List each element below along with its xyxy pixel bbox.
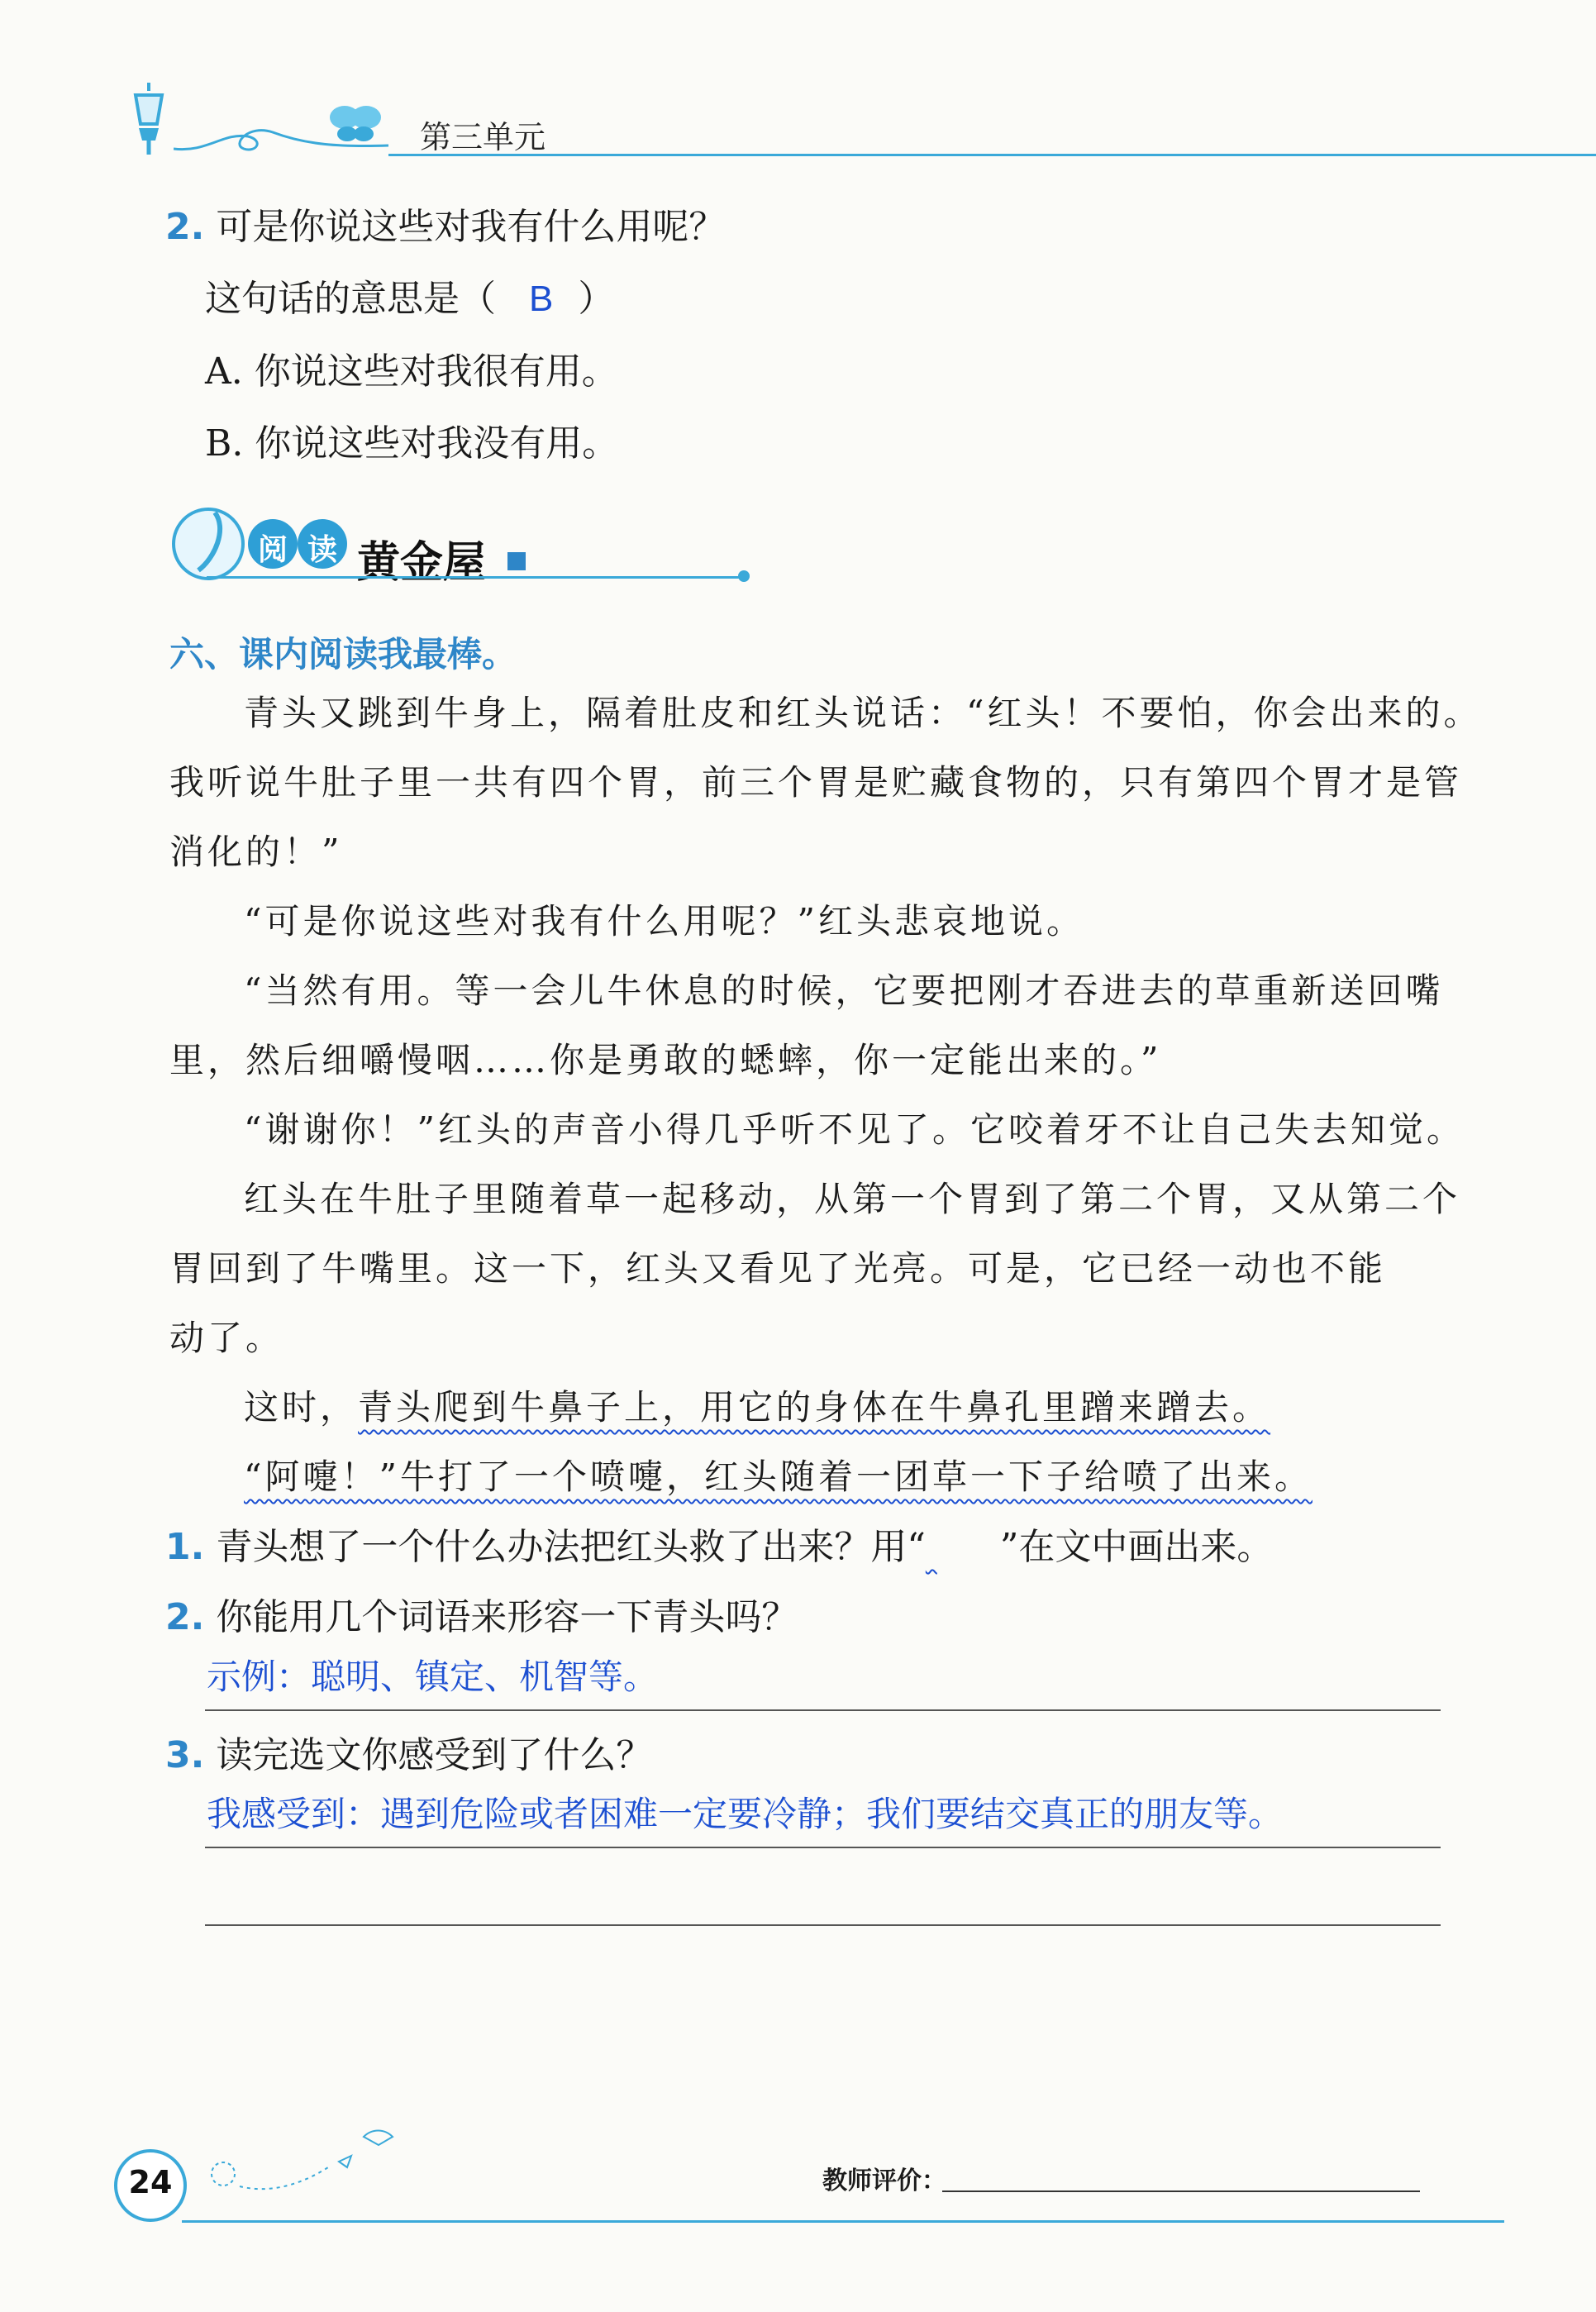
- passage-p6-plain: 这时，: [244, 1387, 359, 1428]
- footer-dotted-decoration-icon: [190, 2116, 405, 2207]
- passage-p5-line3: 动了。: [169, 1318, 284, 1358]
- footer-divider: [182, 2220, 1504, 2223]
- badge-char-2: 读: [307, 533, 337, 567]
- q2-prev-answer: B: [529, 279, 554, 319]
- passage-p3-line1: “当然有用。等一会儿牛休息的时候，它要把刚才吞进去的草重新送回嘴: [244, 970, 1444, 1011]
- passage-p1-line3: 消化的！”: [169, 832, 343, 872]
- wavy-line-sample: [926, 1529, 1000, 1566]
- page-number: 24: [128, 2164, 173, 2200]
- q2-prev-text: 可是你说这些对我有什么用呢？: [216, 206, 726, 248]
- q2-prev-prompt: [205, 278, 615, 320]
- lamp-icon: [124, 79, 174, 157]
- question-2-text: 你能用几个词语来形容一下青头吗？: [216, 1596, 798, 1638]
- passage-p1-line2: 我听说牛肚子里一共有四个胃，前三个胃是贮藏食物的，只有第四个胃才是管: [169, 762, 1463, 803]
- passage-p6-underlined: 青头爬到牛鼻子上，用它的身体在牛鼻孔里蹭来蹭去。: [358, 1387, 1271, 1428]
- question-1-text-after: ”在文中画出来。: [999, 1526, 1274, 1568]
- question-1: [165, 1526, 1274, 1568]
- q2-prev: [165, 206, 726, 248]
- passage-p1-line1: 青头又跳到牛身上，隔着肚皮和红头说话：“红头！不要怕，你会出来的。: [244, 693, 1482, 733]
- question-2-answer-line: [205, 1709, 1441, 1711]
- question-1-text-before: 青头想了一个什么办法把红头救了出来？用“: [216, 1526, 926, 1568]
- passage-p6: [244, 1387, 1271, 1428]
- question-1-number: 1.: [165, 1526, 205, 1568]
- section-title-square-icon: [507, 552, 526, 570]
- option-b: B. 你说这些对我没有用。: [205, 422, 619, 465]
- header-divider: [388, 154, 1596, 156]
- section-title: 黄金屋: [357, 537, 487, 588]
- question-3: [165, 1734, 653, 1776]
- question-3-number: 3.: [165, 1734, 205, 1776]
- section-line-dot: [738, 570, 750, 582]
- prompt-after: ）: [578, 278, 615, 320]
- option-a: A. 你说这些对我很有用。: [205, 350, 618, 393]
- passage-p4: “谢谢你！”红头的声音小得几乎听不见了。它咬着牙不让自己失去知觉。: [244, 1109, 1465, 1150]
- question-3-answer-line-2: [205, 1924, 1441, 1926]
- butterfly-icon: [326, 99, 384, 149]
- passage-p5-line2: 胃回到了牛嘴里。这一下，红头又看见了光亮。可是，它已经一动也不能: [169, 1248, 1387, 1289]
- question-3-answer-line-1: [205, 1847, 1441, 1848]
- question-2: [165, 1596, 798, 1638]
- q2-prev-number: 2.: [165, 206, 205, 248]
- teacher-evaluation-line: [942, 2190, 1420, 2192]
- badge-char-1: 阅: [257, 533, 288, 567]
- question-2-number: 2.: [165, 1596, 205, 1638]
- prompt-before: 这句话的意思是（: [205, 278, 496, 320]
- question-3-text: 读完选文你感受到了什么？: [216, 1734, 653, 1776]
- passage-p5-line1: 红头在牛肚子里随着草一起移动，从第一个胃到了第二个胃，又从第二个: [244, 1179, 1461, 1219]
- question-2-answer: 示例：聪明、镇定、机智等。: [207, 1657, 659, 1697]
- teacher-evaluation-label: 教师评价：: [822, 2167, 946, 2195]
- passage-p7-underlined: “阿嚏！”牛打了一个喷嚏，红头随着一团草一下子给喷了出来。: [244, 1456, 1313, 1497]
- question-3-answer: 我感受到：遇到危险或者困难一定要冷静；我们要结交真正的朋友等。: [207, 1794, 1284, 1834]
- section-heading: 六、课内阅读我最棒。: [169, 634, 517, 675]
- passage-p7: [244, 1456, 1313, 1497]
- passage-p3-line2: 里，然后细嚼慢咽……你是勇敢的蟋蟀，你一定能出来的。”: [169, 1040, 1162, 1080]
- passage-p2: “可是你说这些对我有什么用呢？”红头悲哀地说。: [244, 901, 1084, 941]
- unit-title: 第三单元: [420, 119, 546, 155]
- section-divider: [207, 576, 744, 579]
